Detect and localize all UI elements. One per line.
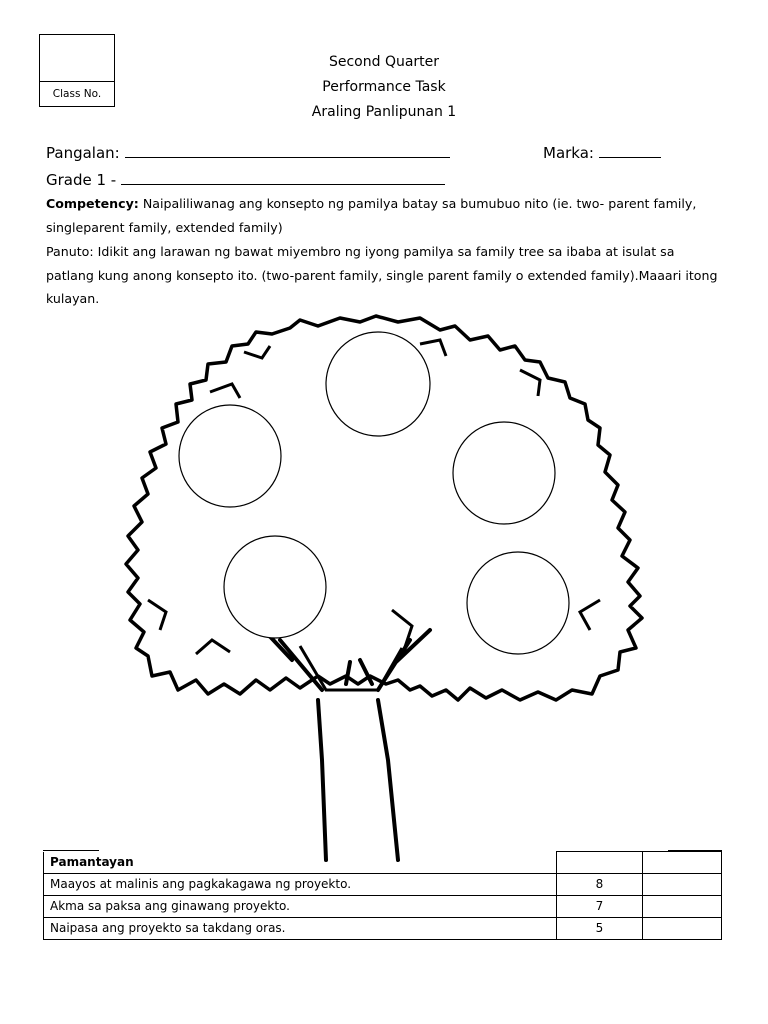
rubric-header-points bbox=[557, 852, 643, 874]
score-cell[interactable] bbox=[643, 896, 722, 918]
criterion-cell: Akma sa paksa ang ginawang proyekto. bbox=[44, 896, 557, 918]
photo-circle-bottom-right bbox=[467, 552, 569, 654]
name-label: Pangalan: bbox=[46, 144, 120, 162]
points-cell: 8 bbox=[557, 874, 643, 896]
instructions-label: Panuto: bbox=[46, 244, 94, 259]
rubric-table bbox=[43, 851, 722, 940]
table-row bbox=[44, 896, 722, 918]
score-label: Marka: bbox=[543, 144, 594, 162]
task-title: Performance Task bbox=[322, 79, 446, 95]
criterion-cell: Naipasa ang proyekto sa takdang oras. bbox=[44, 918, 557, 940]
competency-label: Competency: bbox=[46, 196, 139, 211]
rubric-header-row bbox=[44, 852, 722, 874]
score-cell[interactable] bbox=[643, 918, 722, 940]
photo-circle-right bbox=[453, 422, 555, 524]
subject-title: Araling Panlipunan 1 bbox=[311, 104, 457, 120]
quarter-title: Second Quarter bbox=[328, 54, 440, 70]
class-number-label: Class No. bbox=[40, 81, 114, 106]
points-cell: 7 bbox=[557, 896, 643, 918]
table-row bbox=[44, 918, 722, 940]
instructions-text: Idikit ang larawan ng bawat miyembro ng iyong pamilya sa family tree sa ibaba at isulat sa patlang kung anong konsepto ito. (two-parent family, single parent family o extended family).Maaari itong kulayan. bbox=[46, 244, 718, 306]
photo-circle-bottom-left bbox=[224, 536, 326, 638]
points-cell: 5 bbox=[557, 918, 643, 940]
grade-label: Grade 1 - bbox=[46, 171, 117, 189]
score-cell[interactable] bbox=[643, 874, 722, 896]
competency-text: Naipaliliwanag ang konsepto ng pamilya batay sa bumubuo nito (ie. two- parent family, singleparent family, extended family) bbox=[46, 196, 697, 235]
photo-circle-left bbox=[179, 405, 281, 507]
rubric-header-score bbox=[643, 852, 722, 874]
photo-circle-top bbox=[326, 332, 430, 436]
table-row bbox=[44, 874, 722, 896]
criterion-cell: Maayos at malinis ang pagkakagawa ng proyekto. bbox=[44, 874, 557, 896]
rubric-header: Pamantayan bbox=[44, 852, 557, 874]
